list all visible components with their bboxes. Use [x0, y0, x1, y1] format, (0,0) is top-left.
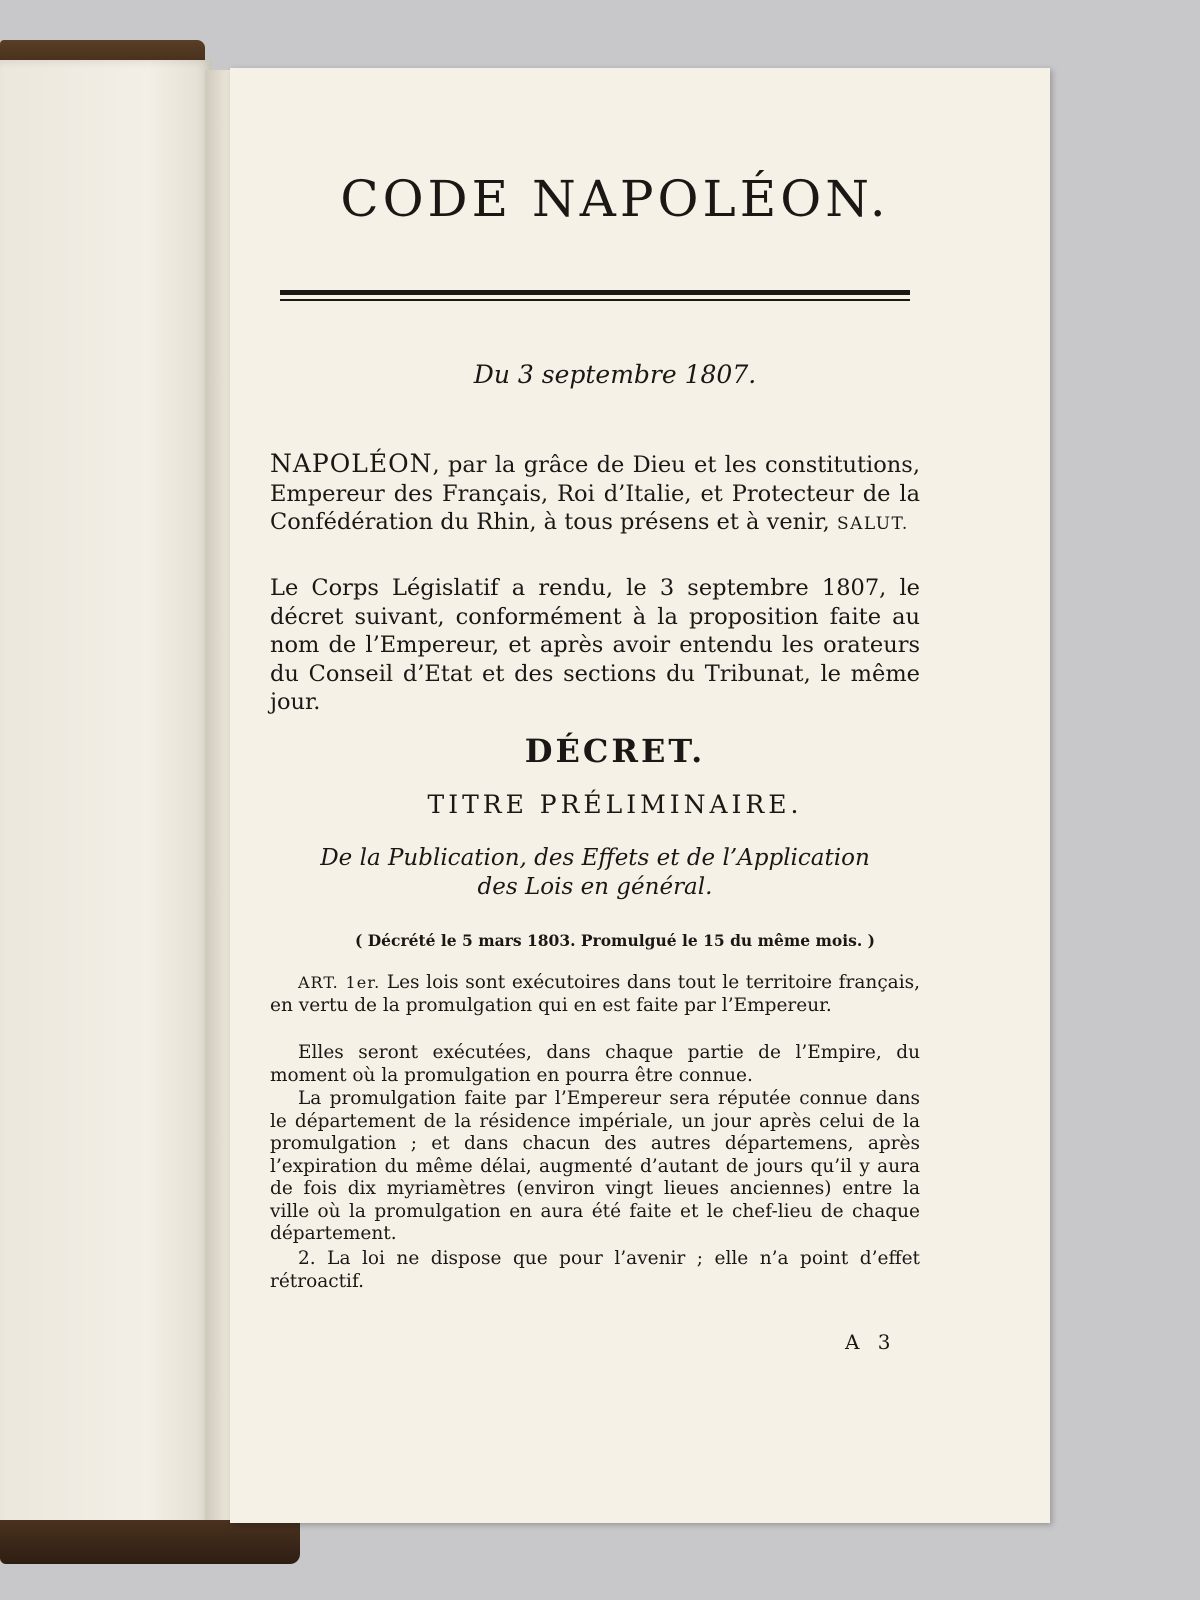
rule-thin-line	[280, 299, 910, 301]
article-2	[270, 1248, 920, 1293]
corps-legislatif-paragraph: Le Corps Législatif a rendu, le 3 septembre 1807, le décret suivant, conformément à la proposition faite au nom de l’Empereur, et après avoir entendu les orateurs du Conseil d’Etat et des sections du Tribunat, le même jour.	[270, 575, 920, 715]
article-2-label: 2.	[298, 1248, 316, 1269]
rule-thick-line	[280, 290, 910, 295]
article-1-label: ART. 1er.	[298, 973, 381, 992]
signature-mark: A 3	[845, 1330, 897, 1354]
subtitle-line-2: des Lois en général.	[477, 874, 713, 900]
date-line: Du 3 septembre 1807.	[473, 360, 757, 389]
title-rule	[280, 290, 910, 302]
right-page	[230, 68, 1050, 1523]
titre-heading: TITRE PRÉLIMINAIRE.	[427, 790, 803, 819]
article-1-text: Les lois sont exécutoires dans tout le territoire français, en vertu de la promulgation qui en est faite par l’Empereur.	[270, 972, 920, 1016]
subtitle-line-1: De la Publication, des Effets et de l’Application	[320, 845, 870, 871]
page-title: CODE NAPOLÉON.	[340, 170, 890, 228]
decret-heading: DÉCRET.	[524, 732, 706, 770]
article-2-text: La loi ne dispose que pour l’avenir ; elle n’a point d’effet rétroactif.	[270, 1248, 920, 1292]
book-cover-edge-bottom	[0, 1520, 300, 1564]
article-1-paragraph-2: Elles seront exécutées, dans chaque partie de l’Empire, du moment où la promulgation en pourra être connue.	[270, 1042, 920, 1086]
intro-text: , par la grâce de Dieu et les constitutions, Empereur des Français, Roi d’Italie, et Protecteur de la Confédération du Rhin, à tous présens et à venir,	[270, 452, 920, 535]
intro-paragraph	[270, 450, 920, 539]
article-1-paragraph-3: La promulgation faite par l’Empereur sera réputée connue dans le département de la résidence impériale, un jour après celui de la promulgation ; et dans chacun des autres départemens, après l’expiration du même délai, augmenté d’autant de jours qu’il y aura de fois dix myriamètres (environ vingt lieues anciennes) entre la ville où la promulgation en aura été faite et le chef-lieu de chaque département.	[270, 1088, 920, 1244]
article-1	[270, 972, 920, 1017]
section-subtitle	[270, 844, 920, 902]
decreed-note: ( Décrété le 5 mars 1803. Promulgué le 15 du même mois. )	[354, 931, 875, 950]
left-page	[0, 60, 212, 1530]
intro-lead: NAPOLÉON	[270, 449, 433, 478]
intro-salut: SALUT.	[836, 514, 909, 534]
